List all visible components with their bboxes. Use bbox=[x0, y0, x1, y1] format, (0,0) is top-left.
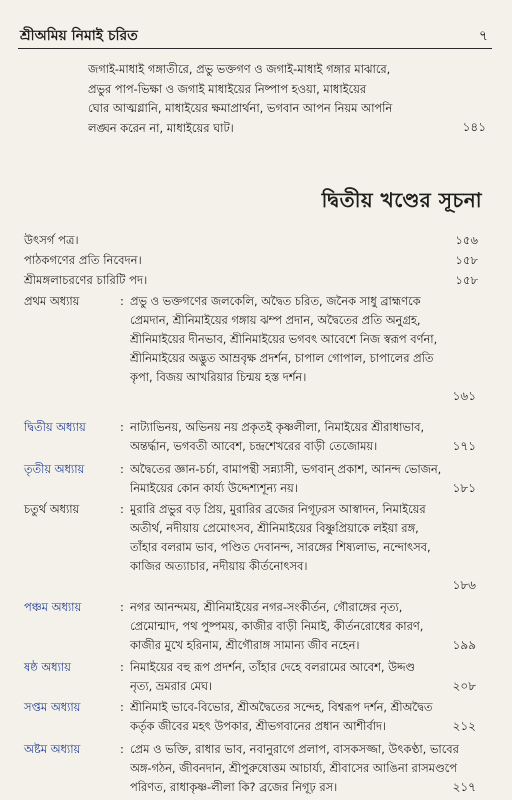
chapter-line: প্রেমোন্মাদ, পথ পুষ্পময়, কাজীর বাড়ী নিমাই, কীর্তনরোধের কারণ, bbox=[130, 619, 424, 633]
chapter-colon: : bbox=[120, 502, 124, 516]
chapter-line: অঙ্গ-গঠন, জীবনদান, শ্রীপুরুষোত্তম আচার্য্য, শ্রীবাসের আঙিনা রাসমণ্ডপে bbox=[130, 761, 457, 775]
continued-line: ঘোর আত্মগ্লানি, মাধাইয়ের ক্ষমাপ্রার্থনা, ভগবান আপন নিয়ম আপনি bbox=[88, 101, 393, 115]
chapter-colon: : bbox=[120, 462, 124, 476]
chapter-line: কাজীর মুখে হরিনাম, শ্রীগৌরাঙ্গ সামান্য জীব নহেন। bbox=[130, 638, 360, 652]
intro-page: ১৫৬ bbox=[455, 233, 478, 247]
chapter-body bbox=[130, 698, 478, 736]
chapter-body bbox=[130, 598, 478, 655]
chapter-colon: : bbox=[120, 700, 124, 714]
chapter-line: মুরারি প্রভুর বড় প্রিয়, মুরারির ব্রজের নিগূঢ়রস আস্বাদন, নিমাইয়ের bbox=[130, 502, 426, 516]
chapter-label: অষ্টম অধ্যায় bbox=[24, 742, 81, 756]
chapter-line: নগর আনন্দময়, শ্রীনিমাইয়ের নগর-সংকীর্তন, গৌরাঙ্গের নৃত্য, bbox=[130, 600, 403, 614]
chapter-line: শ্রীনিমাইয়ের দীনভাব, শ্রীনিমাইয়ের ভগবৎ আবেশে নিজ স্বরূপ বর্ণনা, bbox=[130, 332, 438, 346]
chapter-label: চতুর্থ অধ্যায় bbox=[24, 502, 80, 516]
chapter-page: ২০৮ bbox=[452, 679, 476, 693]
chapter-colon: : bbox=[120, 600, 124, 614]
chapter-line: প্রভু ও ভক্তগণের জলকেলি, অদ্বৈত চরিত, জনৈক সাধু ব্রাহ্মণকে bbox=[130, 294, 421, 308]
intro-page: ১৫৮ bbox=[455, 273, 478, 287]
continued-entry bbox=[88, 60, 486, 138]
chapter-line: কাজির অত্যাচার, নদীয়ায় কীর্তনোৎসব। bbox=[130, 559, 308, 573]
chapter-line: প্রেমদান, শ্রীনিমাইয়ের গঙ্গায় ঝম্প প্রদান, অদ্বৈতের প্রতি অনুগ্রহ, bbox=[130, 313, 421, 327]
chapter-line: নাট্যাভিনয়, অভিনয় নয় প্রকৃতই কৃষ্ণলীলা, নিমাইয়ের শ্রীরাধাভাব, bbox=[130, 420, 425, 434]
chapter-colon: : bbox=[120, 294, 124, 308]
chapter-body bbox=[130, 658, 478, 696]
chapter-line: প্রেম ও ভক্তি, রাধার ভাব, নবানুরাগে প্রলাপ, বাসকসজ্জা, উৎকণ্ঠা, ভাবের bbox=[130, 742, 459, 756]
chapter-line: কৃপা, বিজয় আখরিয়ার চিন্ময় হস্ত দর্শন। bbox=[130, 370, 307, 384]
chapter-colon: : bbox=[120, 420, 124, 434]
chapter-label: সপ্তম অধ্যায় bbox=[24, 700, 81, 714]
chapter-body bbox=[130, 500, 478, 595]
chapter-body bbox=[130, 292, 478, 406]
page-header bbox=[18, 22, 492, 49]
chapter-page: ২১২ bbox=[452, 719, 476, 733]
chapter-line: শ্রীনিমাইয়ের অদ্ভুত আম্রবৃক্ষ প্রদর্শন, চাপাল গোপাল, চাপালের প্রতি bbox=[130, 351, 434, 365]
chapter-label: ষষ্ঠ অধ্যায় bbox=[24, 660, 71, 674]
continued-line: প্রভুর পাপ-ভিক্ষা ও জগাই মাধাইয়ের নিষ্পাপ হওয়া, মাধাইয়ের bbox=[88, 81, 367, 96]
chapter-line: তাঁহার বলরাম ভাব, পণ্ডিত দেবানন্দ, সারঙ্গের শিষ্যলাভ, নন্দোৎসব, bbox=[130, 540, 431, 554]
chapter-body bbox=[130, 418, 478, 456]
chapter-label: তৃতীয় অধ্যায় bbox=[24, 462, 85, 476]
chapter-label: দ্বিতীয় অধ্যায় bbox=[24, 420, 86, 434]
chapter-line: অতীর্থ, নদীয়ায় প্রেমোৎসব, শ্রীনিমাইয়ের বিষ্ণুপ্রিয়াকে লইয়া রঙ্গ, bbox=[130, 521, 419, 535]
chapter-line: অদ্বৈতের জ্ঞান-চর্চা, বামাপন্থী সন্ন্যাসী, ভগবান্ প্রকাশ, আনন্দ ভোজন, bbox=[130, 462, 442, 476]
intro-label: উৎসর্গ পত্র। bbox=[24, 233, 79, 247]
intro-label: পাঠকগণের প্রতি নিবেদন। bbox=[24, 253, 142, 267]
chapter-page: ১৮১ bbox=[452, 481, 476, 495]
chapter-page: ১৯৯ bbox=[452, 638, 476, 652]
page-number: ৭ bbox=[478, 28, 488, 44]
chapter-label: পঞ্চম অধ্যায় bbox=[24, 600, 82, 614]
chapter-page: ১৭১ bbox=[452, 439, 476, 453]
chapter-line: নিমাইয়ের কোন কার্য্য উদ্দেশ্যশূন্য নয়। bbox=[130, 481, 298, 495]
chapter-line: নিমাইয়ের বহু রূপ প্রদর্শন, তাঁহার দেহে বলরামের আবেশ, উদ্দণ্ড bbox=[130, 660, 416, 674]
continued-line: লঙ্ঘন করেন না, মাধাইয়ের ঘাট। bbox=[88, 120, 234, 135]
chapter-page: ১৮৬ bbox=[452, 578, 476, 592]
chapter-line: অন্তর্দ্ধান, ভগবতী আবেশ, চন্দ্রশেখরের বাড়ী তেজোময়। bbox=[130, 439, 378, 453]
chapter-body bbox=[130, 460, 478, 498]
chapter-line: কর্তৃক জীবের মহৎ উপকার, শ্রীভগবানের প্রধান আশীর্বাদ। bbox=[130, 719, 387, 733]
section-title: দ্বিতীয় খণ্ডের সূচনা bbox=[321, 188, 482, 212]
intro-label: শ্রীমঙ্গলাচরণের চারিটি পদ। bbox=[24, 273, 148, 287]
book-title: শ্রীঅমিয় নিমাই চরিত bbox=[20, 28, 138, 44]
chapter-body bbox=[130, 740, 478, 797]
chapter-line: নৃত্য, ভ্রমরার মেঘ। bbox=[130, 679, 213, 693]
chapter-line: শ্রীনিমাই ভাবে-বিভোর, শ্রীঅদ্বৈতের সন্দেহ, বিশ্বরূপ দর্শন, শ্রীঅদ্বৈত bbox=[130, 700, 433, 714]
chapter-line: পরিণত, রাধাকৃষ্ণ-লীলা কি? ব্রজের নিগূঢ় রস। bbox=[130, 780, 338, 794]
chapter-colon: : bbox=[120, 660, 124, 674]
continued-line: জগাই-মাধাই গঙ্গাতীরে, প্রভু ভক্তগণ ও জগাই-মাধাই গঙ্গার মাঝারে, bbox=[88, 62, 391, 76]
chapter-colon: : bbox=[120, 742, 124, 756]
chapter-label: প্রথম অধ্যায় bbox=[24, 294, 80, 308]
chapter-page: ১৬১ bbox=[452, 389, 476, 403]
intro-page: ১৫৮ bbox=[455, 253, 478, 267]
chapter-page: ২১৭ bbox=[452, 780, 476, 794]
continued-page: ১৪১ bbox=[462, 120, 486, 134]
